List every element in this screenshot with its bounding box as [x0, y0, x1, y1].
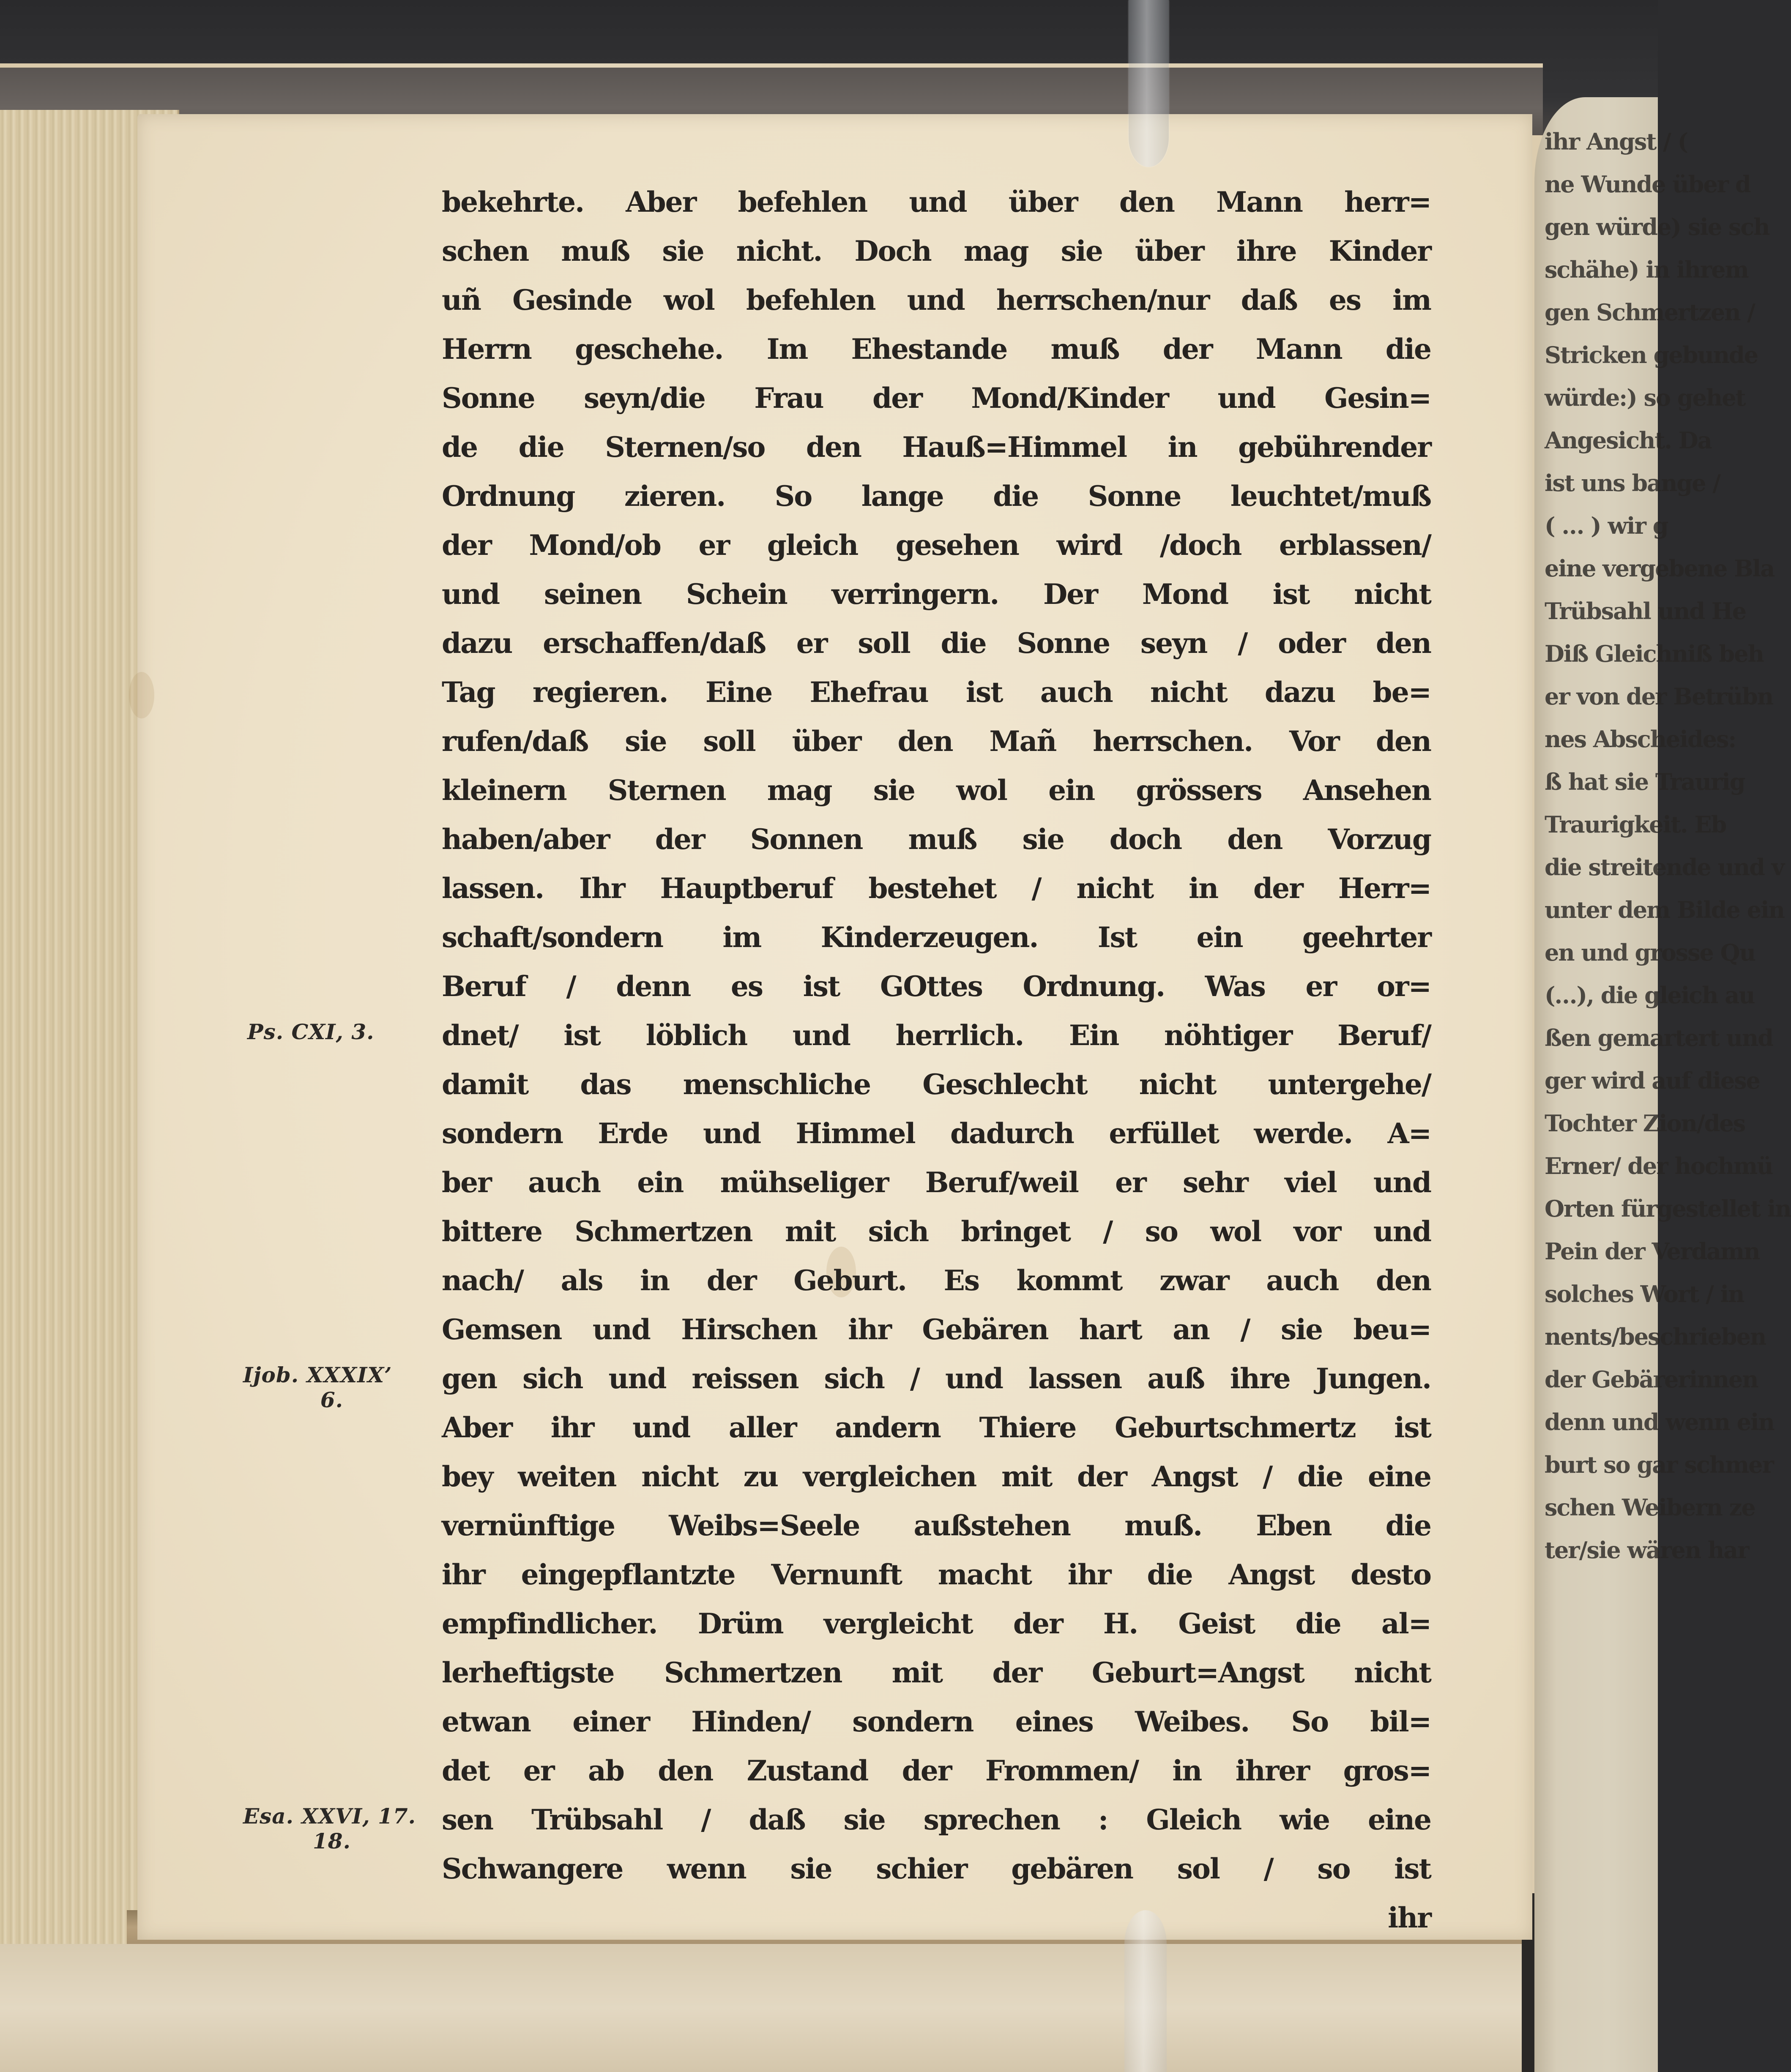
facing-page-line: nes Abscheides:: [1545, 726, 1736, 753]
facing-page-line: ter/sie wären har: [1545, 1537, 1749, 1564]
facing-page-line: ger wird auf diese: [1545, 1067, 1760, 1094]
text-line: damit das menschliche Geschlecht nicht untergehe/: [442, 1068, 1431, 1101]
text-line: Gemsen und Hirschen ihr Gebären hart an / sie beu=: [442, 1313, 1431, 1346]
text-line: schaft/sondern im Kinderzeugen. Ist ein geehrter: [442, 921, 1431, 954]
facing-page-line: der Gebärerinnen: [1545, 1366, 1758, 1393]
text-line: ber auch ein mühseliger Beruf/weil er sehr viel und: [442, 1166, 1431, 1199]
text-line: Beruf / denn es ist GOttes Ordnung. Was er or=: [442, 970, 1431, 1003]
facing-page-line: Tochter Zion/des: [1545, 1110, 1745, 1137]
text-line: de die Sternen/so den Hauß=Himmel in gebührender: [442, 431, 1431, 464]
text-line: Tag regieren. Eine Ehefrau ist auch nicht dazu be=: [442, 676, 1431, 709]
text-line: empfindlicher. Drüm vergleicht der H. Geist die al=: [442, 1607, 1431, 1640]
facing-page-line: schen Weibern ze: [1545, 1494, 1755, 1521]
main-text-block: [442, 177, 1431, 1942]
facing-page-line: Traurigkeit. Eb: [1545, 811, 1726, 838]
text-line: Herrn geschehe. Im Ehestande muß der Mann die: [442, 333, 1431, 366]
facing-page-line: burt so gar schmer: [1545, 1451, 1773, 1478]
text-line: Schwangere wenn sie schier gebären sol / so ist: [442, 1852, 1431, 1885]
marginal-note-job: [243, 1362, 421, 1412]
marginal-note-text: Esa. XXVI, 17.: [243, 1804, 416, 1829]
marginal-note-text: Ijob. XXXIX’: [243, 1362, 392, 1387]
facing-page-line: ihr Angst / (: [1545, 128, 1688, 155]
facing-page-line: Trübsahl und He: [1545, 598, 1746, 625]
facing-page-line: ß hat sie Traurig: [1545, 768, 1745, 795]
text-line: kleinern Sternen mag sie wol ein grössers Ansehen: [442, 774, 1431, 807]
facing-page-line: Orten fürgestellet in: [1545, 1195, 1791, 1222]
book-page: [137, 114, 1532, 1940]
text-line: und seinen Schein verringern. Der Mond ist nicht: [442, 578, 1431, 611]
page-clip-top: [1129, 0, 1169, 167]
text-line: Ordnung zieren. So lange die Sonne leuchtet/muß: [442, 480, 1431, 513]
text-line: haben/aber der Sonnen muß sie doch den Vorzug: [442, 823, 1431, 856]
facing-page-line: ßen gemartert und: [1545, 1024, 1773, 1051]
text-line: nach/ als in der Geburt. Es kommt zwar auch den: [442, 1264, 1431, 1297]
facing-page-line: solches Wort / in: [1545, 1280, 1744, 1308]
marginal-note-text: Ps. CXI, 3.: [247, 1019, 375, 1044]
text-line: bittere Schmertzen mit sich bringet / so wol vor und: [442, 1215, 1431, 1248]
text-line: bekehrte. Aber befehlen und über den Mann herr=: [442, 186, 1431, 218]
marginal-note-isaiah: [243, 1804, 421, 1854]
book-cover-bottom: [0, 1944, 1539, 2072]
text-line: schen muß sie nicht. Doch mag sie über ihre Kinder: [442, 235, 1431, 268]
facing-page-line: ne Wunde über d: [1545, 171, 1750, 198]
marginal-note-psalm: [247, 1019, 425, 1044]
text-line: Sonne seyn/die Frau der Mond/Kinder und Gesin=: [442, 382, 1431, 415]
facing-page-line: en und grosse Qu: [1545, 939, 1755, 966]
facing-page-line: unter dem Bilde ein: [1545, 896, 1784, 923]
text-line: der Mond/ob er gleich gesehen wird /doch erblassen/: [442, 529, 1431, 562]
text-line: rufen/daß sie soll über den Mañ herrschen. Vor den: [442, 725, 1431, 758]
marginal-note-verse: 6.: [320, 1387, 344, 1412]
facing-page-text: [1534, 120, 1791, 1572]
facing-page-line: Diß Gleichniß beh: [1545, 640, 1764, 667]
facing-page-line: eine vergebene Bla: [1545, 555, 1775, 582]
text-line: det er ab den Zustand der Frommen/ in ihrer gros=: [442, 1754, 1431, 1787]
facing-page-line: gen würde) sie sch: [1545, 213, 1769, 240]
text-line: Aber ihr und aller andern Thiere Geburtschmertz ist: [442, 1411, 1431, 1444]
text-line: lerheftigste Schmertzen mit der Geburt=Angst nicht: [442, 1656, 1431, 1689]
text-line: lassen. Ihr Hauptberuf bestehet / nicht in der Herr=: [442, 872, 1431, 905]
text-line: uñ Gesinde wol befehlen und herrschen/nur daß es im: [442, 284, 1431, 317]
text-line: dazu erschaffen/daß er soll die Sonne seyn / oder den: [442, 627, 1431, 660]
facing-page-line: nents/beschrieben: [1545, 1323, 1766, 1350]
facing-page: [1534, 97, 1791, 2072]
facing-page-line: (…), die gleich au: [1545, 982, 1755, 1009]
facing-page-line: Erner/ der hochmü: [1545, 1152, 1773, 1179]
facing-page-line: gen Schmertzen /: [1545, 299, 1755, 326]
text-line: gen sich und reissen sich / und lassen auß ihre Jungen.: [442, 1362, 1431, 1395]
page-clip-bottom: [1124, 1910, 1167, 2072]
facing-page-line: ist uns bange /: [1545, 470, 1720, 497]
text-line: sen Trübsahl / daß sie sprechen : Gleich wie eine: [442, 1803, 1431, 1836]
facing-page-line: denn und wenn ein: [1545, 1409, 1774, 1436]
facing-page-line: er von der Betrübn: [1545, 683, 1773, 710]
text-line: dnet/ ist löblich und herrlich. Ein nöhtiger Beruf/: [442, 1019, 1431, 1052]
catchword: ihr: [1388, 1901, 1431, 1934]
text-line: etwan einer Hinden/ sondern eines Weibes. So bil=: [442, 1705, 1431, 1738]
facing-page-line: Stricken gebunde: [1545, 341, 1758, 369]
text-line: vernünftige Weibs=Seele außstehen muß. Eben die: [442, 1509, 1431, 1542]
foxing-stain: [129, 672, 154, 718]
text-line: sondern Erde und Himmel dadurch erfüllet werde. A=: [442, 1117, 1431, 1150]
facing-page-line: schähe) in ihrem: [1545, 256, 1748, 283]
facing-page-line: ( … ) wir g: [1545, 512, 1668, 539]
marginal-note-verse: 18.: [313, 1829, 351, 1854]
facing-page-line: Angesicht. Da: [1545, 427, 1712, 454]
facing-page-line: die streitende und v: [1545, 854, 1784, 881]
facing-page-line: Pein der Verdamn: [1545, 1238, 1760, 1265]
facing-page-line: würde:) so gehet: [1545, 384, 1745, 411]
text-line: ihr eingepflantzte Vernunft macht ihr die Angst desto: [442, 1558, 1431, 1591]
text-line: bey weiten nicht zu vergleichen mit der Angst / die eine: [442, 1460, 1431, 1493]
